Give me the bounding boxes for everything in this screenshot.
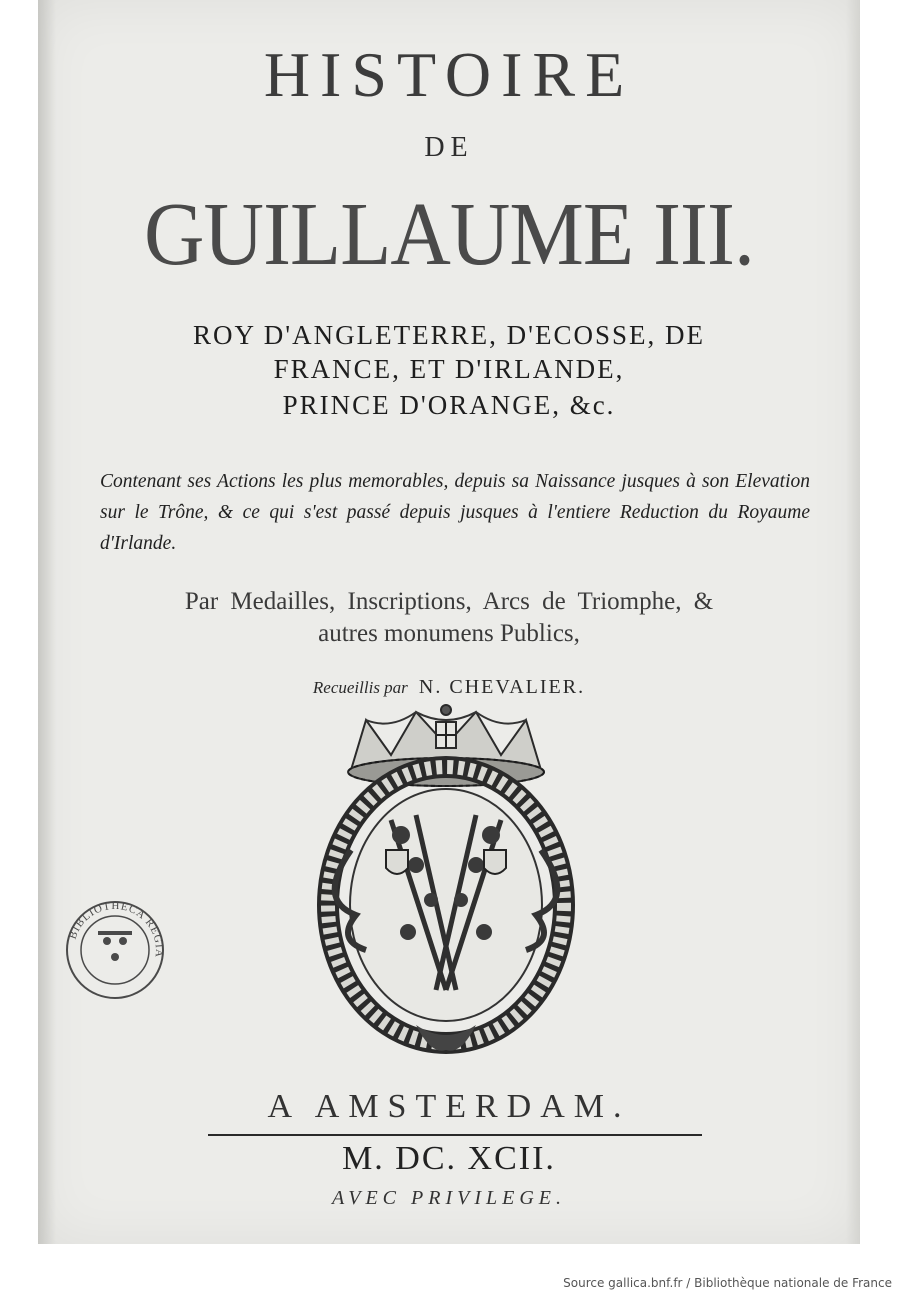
imprint-year: M. DC. XCII. (342, 1140, 556, 1177)
par-medailles-line-1: Par Medailles, Inscriptions, Arcs de Triomphe, & (184, 588, 714, 615)
recueillis-label: Recueillis par (312, 678, 408, 697)
title-line-de: DE (424, 132, 474, 163)
title-page (38, 0, 860, 1244)
author-name: N. CHEVALIER. (418, 676, 586, 698)
source-attribution: Source gallica.bnf.fr / Bibliothèque nationale de France (563, 1276, 892, 1290)
title-line-histoire: HISTOIRE (263, 39, 635, 110)
title-line-guillaume: GUILLAUME III. (144, 185, 754, 284)
imprint-privilege: AVEC PRIVILEGE. (332, 1187, 566, 1209)
subtitle-line-2: FRANCE, ET D'IRLANDE, (273, 354, 625, 384)
library-stamp-icon (60, 895, 170, 1005)
author-line (38, 676, 860, 699)
description-paragraph: Contenant ses Actions les plus memorables, depuis sa Naissance jusques à son Elevation sur le Trône, & ce qui s'est passé depuis jusques à l'entiere Reduction du Royaume d'Irlande. (100, 471, 810, 554)
imprint-city: A AMSTERDAM. (267, 1088, 631, 1125)
stamp-text: BIBLIOTHECA REGIA (66, 899, 166, 959)
subtitle-line-1: ROY D'ANGLETERRE, D'ECOSSE, DE (193, 320, 705, 350)
subtitle-line-3: PRINCE D'ORANGE, &c. (282, 390, 616, 420)
par-medailles-line-2: autres monumens Publics, (318, 620, 580, 647)
imprint-divider (208, 1134, 702, 1136)
crowned-emblem-illustration (296, 700, 596, 1060)
